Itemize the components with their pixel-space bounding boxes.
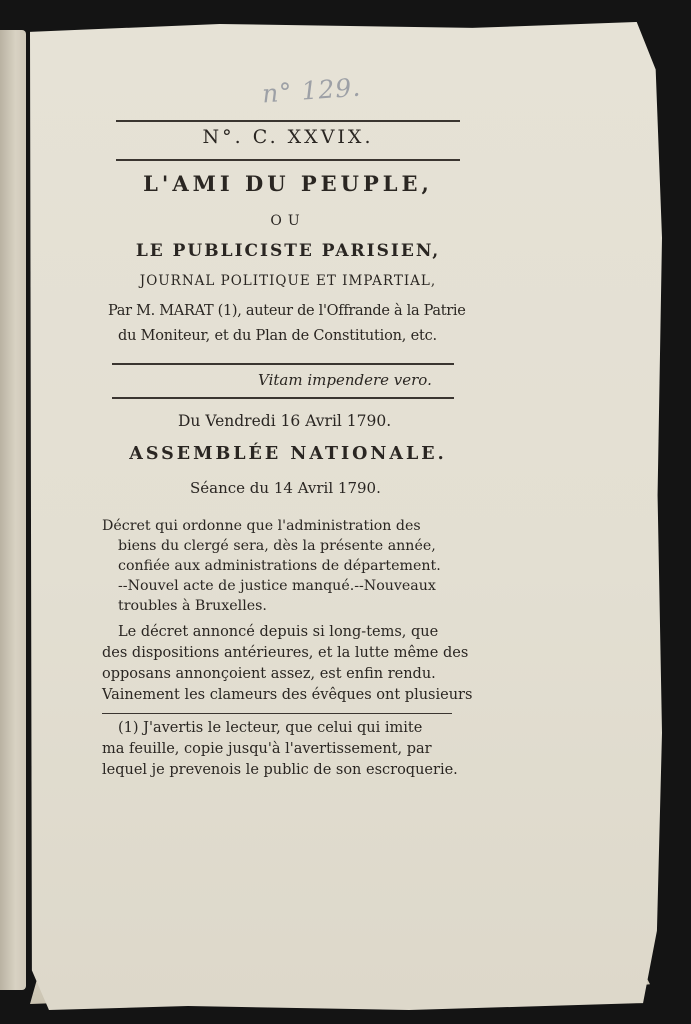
motto-rule [112,397,454,399]
summary-line: --Nouvel acte de justice manqué.--Nouveaux [118,578,436,594]
issue-rule [116,159,460,161]
body-line: Le décret annoncé depuis si long-tems, que [118,624,439,640]
adjacent-page-edge [0,30,26,990]
newspaper-page [30,20,662,1010]
footnote [102,718,458,781]
newspaper-title: L'AMI DU PEUPLE, [143,171,433,196]
journal-description: JOURNAL POLITIQUE ET IMPARTIAL, [139,273,437,289]
or-word: OU [270,213,306,229]
footnote-line: lequel je prevenois le public de son escroquerie. [102,762,458,778]
body-line: Vainement les clameurs des évêques ont plusieurs [102,687,473,703]
issue-number: N°. C. XXVIX. [202,126,374,148]
section-heading: ASSEMBLÉE NATIONALE. [129,444,447,464]
archive-mark: n° 129. [261,72,363,109]
author-line-2: du Moniteur, et du Plan de Constitution, etc. [118,328,437,344]
body-line: des dispositions antérieures, et la lutte même des [102,645,469,661]
summary-line: confiée aux administrations de département. [118,558,441,574]
masthead-rule [112,363,454,365]
footnote-line: (1) J'avertis le lecteur, que celui qui imite [118,720,423,736]
footnote-rule [102,713,452,714]
session-date: Séance du 14 Avril 1790. [190,479,381,497]
top-rule [116,120,460,122]
decree-summary [102,516,454,616]
footnote-line: ma feuille, copie jusqu'à l'avertissement, par [102,741,432,757]
motto: Vitam impendere vero. [258,371,432,389]
issue-date: Du Vendredi 16 Avril 1790. [178,412,392,430]
summary-line: biens du clergé sera, dès la présente année, [118,538,436,554]
article-body [102,622,473,706]
author-line-1: Par M. MARAT (1), auteur de l'Offrande à la Patrie [108,303,466,319]
newspaper-subtitle: LE PUBLICISTE PARISIEN, [135,241,441,261]
summary-line: Décret qui ordonne que l'administration des [102,518,421,534]
summary-line: troubles à Bruxelles. [118,598,267,614]
body-line: opposans annonçoient assez, est enfin rendu. [102,666,436,682]
